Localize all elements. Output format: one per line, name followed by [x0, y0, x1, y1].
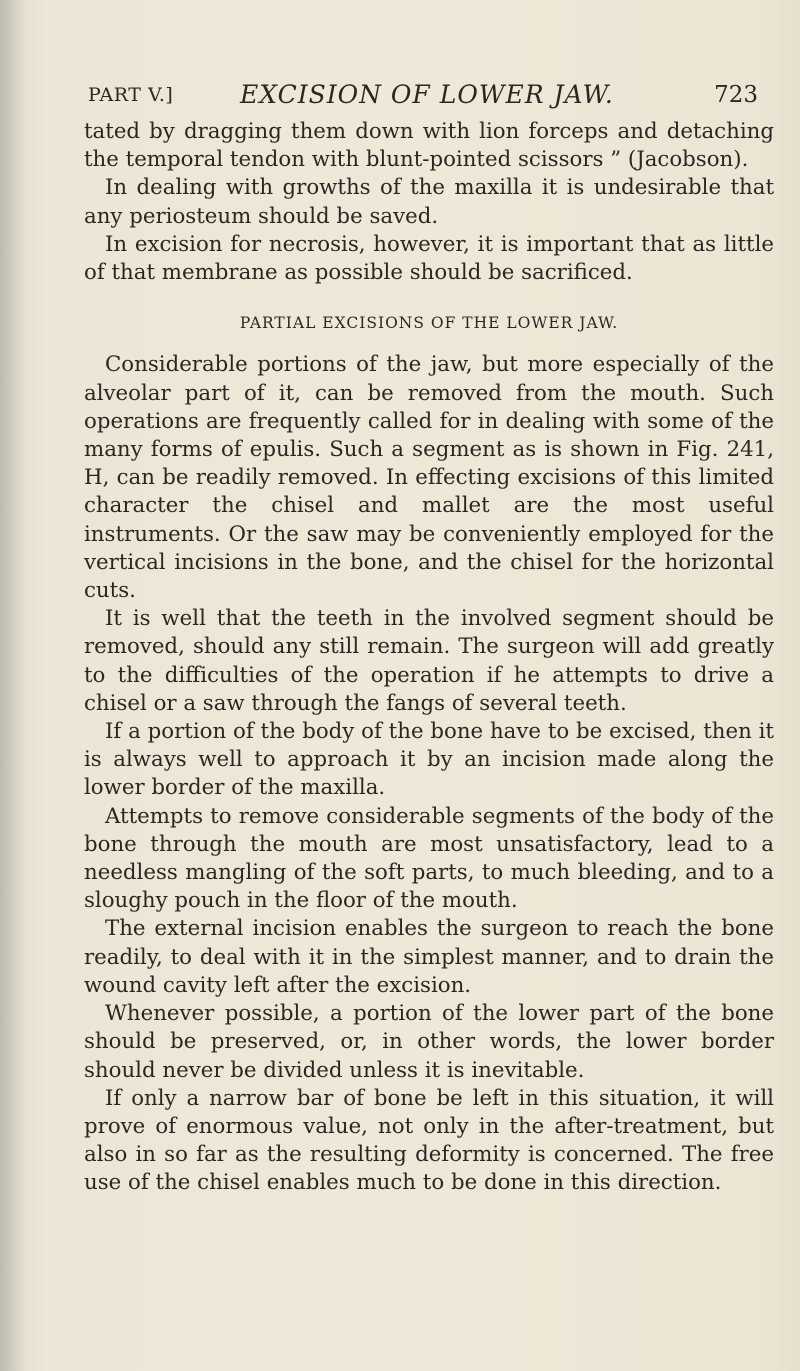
running-head-title: EXCISION OF LOWER JAW. — [240, 80, 614, 109]
paragraph: If only a narrow bar of bone be left in this situation, it will prove of enormous value, not only in the after-treatment, but also in so far as the resulting deformity is concerned. The free use of the chisel enables much to be done in this direction. — [84, 1085, 774, 1196]
binding-gutter — [0, 0, 26, 1371]
paragraph: It is well that the teeth in the involved segment should be removed, should any still remain. The surgeon will add greatly to the difficulties of the operation if he attempts to drive a chisel or a saw through the fangs of several teeth. — [84, 606, 774, 716]
paragraph: If a portion of the body of the bone have to be excised, then it is always well to approach it by an incision made along the lower border of the maxilla. — [84, 719, 774, 801]
body-text — [84, 118, 774, 1198]
paragraph: In excision for necrosis, however, it is important that as little of that membrane as possible should be sacrificed. — [84, 231, 774, 286]
paragraph: Whenever possible, a portion of the lower part of the bone should be preserved, or, in other words, the lower border should never be divided unless it is inevitable. — [84, 1001, 774, 1083]
paragraph: Attempts to remove considerable segments of the body of the bone through the mouth are most unsatisfactory, lead to a needless mangling of the soft parts, to much bleeding, and to a sloughy pouch in the floor of the mouth. — [84, 803, 774, 914]
section-heading: PARTIAL EXCISIONS OF THE LOWER JAW. — [239, 314, 619, 333]
paragraph: tated by dragging them down with lion forceps and detaching the temporal tendon with blunt-pointed scissors ” (Jacobson). — [84, 119, 774, 173]
running-head — [80, 80, 770, 120]
page-number: 723 — [714, 82, 758, 108]
paragraph: Considerable portions of the jaw, but more especially of the alveolar part of it, can be removed from the mouth. Such operations are frequently called for in dealing with some of the many forms of epulis. Such a segment as is shown in Fig. 241, H, can be readily removed. In effecting excisions of this limited character the chisel and mallet are the most useful instruments. Or the saw may be conveniently employed for the vertical incisions in the bone, and the chisel for the horizontal cuts. — [84, 352, 774, 604]
paragraph: The external incision enables the surgeon to reach the bone readily, to deal with it in the simplest manner, and to drain the wound cavity left after the excision. — [84, 916, 774, 998]
paragraph: In dealing with growths of the maxilla it is undesirable that any periosteum should be saved. — [84, 175, 774, 229]
running-head-part: PART V.] — [88, 84, 174, 106]
